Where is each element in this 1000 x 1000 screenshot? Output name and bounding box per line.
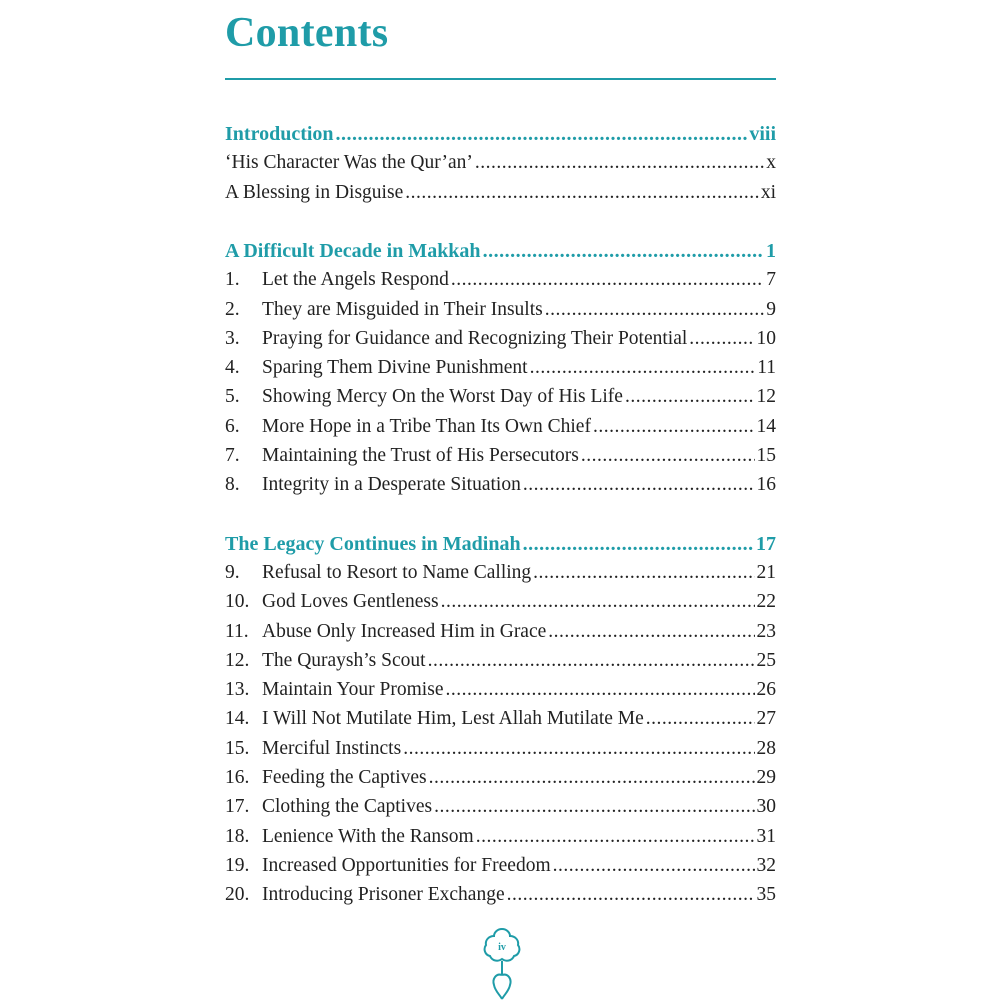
toc-entry-title: God Loves Gentleness: [262, 591, 439, 613]
dot-leader: [483, 237, 764, 265]
toc-entry[interactable]: [225, 764, 776, 792]
toc-entry-number: 2.: [225, 298, 240, 320]
toc-entry-title: Lenience With the Ransom: [262, 825, 474, 847]
toc-page-number: 17: [756, 532, 776, 555]
dot-leader: [336, 120, 748, 148]
toc-entry-number: 16.: [225, 767, 250, 788]
toc-page-number: 32: [756, 854, 776, 876]
dot-leader: [475, 149, 764, 177]
toc-entry-number: 6.: [225, 415, 240, 437]
toc-entry[interactable]: [225, 793, 776, 821]
toc-page-number: 31: [756, 825, 776, 847]
toc-entry-title: A Difficult Decade in Makkah: [225, 239, 481, 262]
toc-page-number: 21: [756, 561, 776, 583]
toc-page-number: 25: [756, 649, 776, 671]
toc-entry-number: 10.: [225, 591, 250, 613]
page-number-ornament-icon: [480, 925, 524, 1000]
toc-entry-number: 12.: [225, 649, 250, 671]
dot-leader: [553, 852, 755, 880]
toc-entry-number: 5.: [225, 386, 240, 408]
toc-section-heading[interactable]: [225, 237, 776, 265]
dot-leader: [403, 735, 754, 763]
toc-entry-number: 14.: [225, 708, 250, 730]
toc-entry[interactable]: [225, 179, 776, 207]
dot-leader: [545, 296, 765, 324]
toc-entry[interactable]: [225, 266, 776, 294]
dot-leader: [445, 676, 754, 704]
toc-page-number: x: [766, 152, 776, 174]
toc-page-number: 15: [756, 445, 776, 466]
dot-leader: [434, 793, 754, 821]
toc-page-number: viii: [749, 123, 776, 145]
toc-section-heading[interactable]: [225, 530, 776, 558]
toc-entry-title: I Will Not Mutilate Him, Lest Allah Mutilate Me: [262, 708, 644, 730]
toc-page-number: 26: [756, 679, 776, 701]
dot-leader: [429, 764, 755, 792]
toc-page-number: 28: [756, 737, 776, 759]
toc-entry-title: Refusal to Resort to Name Calling: [262, 561, 532, 583]
dot-leader: [523, 530, 754, 558]
toc-entry-title: More Hope in a Tribe Than Its Own Chief: [262, 415, 591, 437]
toc-entry-number: 20.: [225, 884, 250, 906]
toc-page-number: 35: [756, 884, 776, 906]
toc-entry-title: Let the Angels Respond: [262, 269, 449, 291]
toc-entry-number: 3.: [225, 327, 240, 349]
dot-leader: [476, 823, 755, 851]
toc-page-number: 7: [766, 269, 776, 291]
toc-entry-title: Showing Mercy On the Worst Day of His Life: [262, 386, 623, 408]
title-divider: [225, 78, 776, 80]
dot-leader: [593, 413, 755, 441]
toc-entry[interactable]: [225, 852, 776, 880]
toc-entry-title: Merciful Instincts: [262, 737, 402, 759]
page-title: Contents: [225, 10, 389, 56]
toc-entry-title: Feeding the Captives: [262, 767, 427, 788]
dot-leader: [507, 881, 755, 909]
dot-leader: [625, 383, 755, 411]
toc-entry-number: 1.: [225, 269, 240, 291]
dot-leader: [523, 471, 755, 499]
dot-leader: [689, 325, 754, 353]
dot-leader: [530, 354, 756, 382]
toc-entry-title: ‘His Character Was the Qur’an’: [225, 152, 473, 174]
toc-section-heading[interactable]: [225, 120, 776, 148]
toc-entry-title: Introduction: [225, 123, 334, 145]
toc-entry[interactable]: [225, 735, 776, 763]
toc-entry[interactable]: [225, 413, 776, 441]
page-folio: iv: [498, 942, 506, 953]
toc-page-number: 29: [756, 767, 776, 788]
toc-entry-title: They are Misguided in Their Insults: [262, 298, 543, 320]
toc-entry[interactable]: [225, 559, 776, 587]
toc-page-number: 1: [766, 239, 776, 262]
toc-entry-number: 18.: [225, 825, 250, 847]
toc-entry-number: 11.: [225, 620, 249, 642]
toc-entry-title: Increased Opportunities for Freedom: [262, 854, 551, 876]
toc-entry[interactable]: [225, 149, 776, 177]
dot-leader: [441, 588, 755, 616]
toc-entry[interactable]: [225, 705, 776, 733]
toc-entry[interactable]: [225, 383, 776, 411]
toc-entry-title: The Legacy Continues in Madinah: [225, 532, 521, 555]
toc-entry[interactable]: [225, 325, 776, 353]
toc-entry-title: Introducing Prisoner Exchange: [262, 884, 505, 906]
dot-leader: [428, 647, 755, 675]
dot-leader: [646, 705, 755, 733]
toc-page-number: 22: [756, 591, 776, 613]
toc-entry[interactable]: [225, 618, 776, 646]
toc-entry-title: Clothing the Captives: [262, 796, 433, 818]
toc-page-number: 12: [756, 386, 776, 408]
toc-page-number: 9: [766, 298, 776, 320]
toc-entry[interactable]: [225, 823, 776, 851]
dot-leader: [581, 442, 755, 470]
toc-entry-title: Maintain Your Promise: [262, 679, 444, 701]
toc-entry-number: 9.: [225, 561, 240, 583]
toc-entry-title: Integrity in a Desperate Situation: [262, 474, 521, 496]
toc-page-number: 14: [756, 415, 776, 437]
toc-entry-title: The Quraysh’s Scout: [262, 649, 426, 671]
toc-entry[interactable]: [225, 354, 776, 382]
toc-entry-number: 4.: [225, 357, 240, 379]
toc-entry-number: 8.: [225, 474, 240, 496]
toc-entry[interactable]: [225, 471, 776, 499]
toc-entry-title: Maintaining the Trust of His Persecutors: [262, 445, 579, 466]
toc-entry[interactable]: [225, 647, 776, 675]
toc-entry-number: 13.: [225, 679, 250, 701]
dot-leader: [548, 618, 754, 646]
toc-entry-title: Abuse Only Increased Him in Grace: [262, 620, 547, 642]
toc-entry-title: A Blessing in Disguise: [225, 181, 404, 203]
toc-entry[interactable]: [225, 676, 776, 704]
toc-entry-number: 17.: [225, 796, 250, 818]
toc-entry-number: 19.: [225, 854, 250, 876]
toc-page-number: xi: [760, 181, 776, 203]
toc-entry-number: 15.: [225, 737, 250, 759]
toc-entry[interactable]: [225, 442, 776, 470]
toc-page-number: 23: [756, 620, 776, 642]
toc-page-number: 11: [757, 357, 776, 379]
toc-page-number: 30: [756, 796, 776, 818]
toc-page-number: 16: [756, 474, 776, 496]
toc-entry[interactable]: [225, 588, 776, 616]
dot-leader: [533, 559, 754, 587]
toc-page-number: 10: [756, 327, 776, 349]
toc-entry-number: 7.: [225, 445, 240, 466]
toc-entry[interactable]: [225, 296, 776, 324]
dot-leader: [405, 179, 759, 207]
toc-page-number: 27: [756, 708, 776, 730]
dot-leader: [451, 266, 764, 294]
toc-entry[interactable]: [225, 881, 776, 909]
toc-entry-title: Sparing Them Divine Punishment: [262, 357, 528, 379]
toc-entry-title: Praying for Guidance and Recognizing Their Potential: [262, 327, 688, 349]
